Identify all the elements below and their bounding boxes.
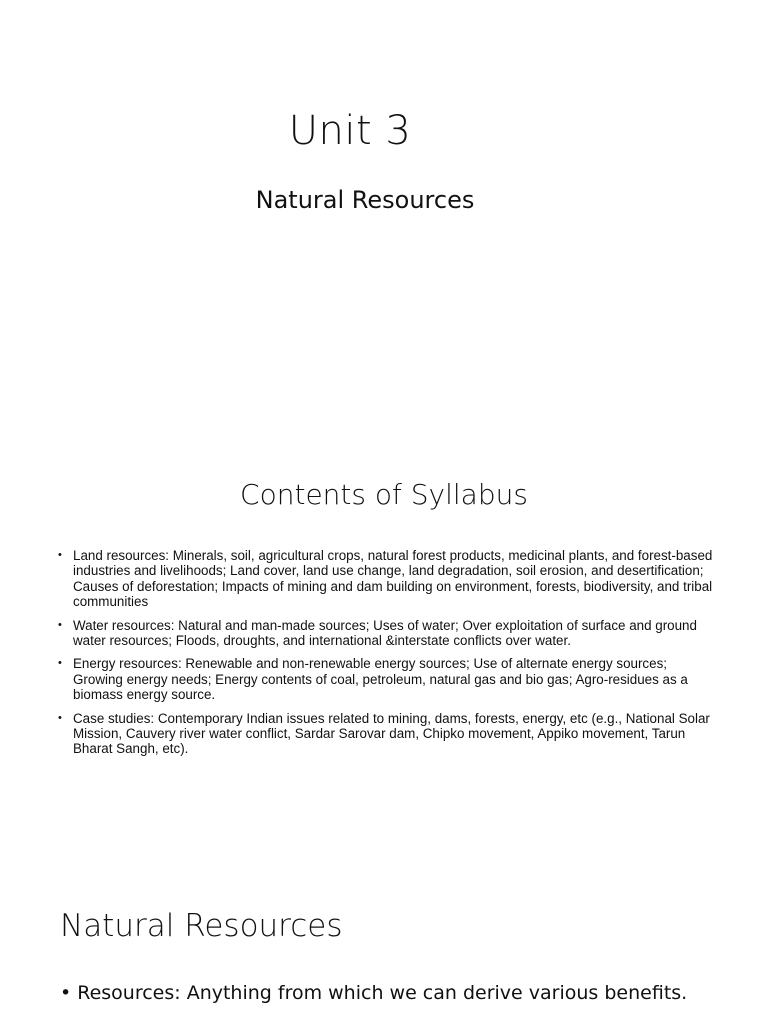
syllabus-title: Contents of Syllabus xyxy=(240,478,528,511)
point-text: Resources: Anything from which we can derive various benefits. xyxy=(77,982,688,1004)
syllabus-item-text: Land resources: Minerals, soil, agricultural crops, natural forest products, medicinal plants, and forest-based industries and livelihoods; Land cover, land use change, land degradation, soil erosion, and desertification; Causes of deforestation; Impacts of mining and dam building on environment, forests, biodiversity, and tribal communities xyxy=(73,548,713,610)
bullet-icon: • xyxy=(60,982,72,1004)
syllabus-item-water xyxy=(58,618,718,649)
unit-title: Unit 3 xyxy=(288,108,412,154)
bullet-icon: • xyxy=(58,618,62,631)
bullet-icon: • xyxy=(58,711,62,724)
syllabus-item-case-studies xyxy=(58,711,718,757)
natural-resources-point xyxy=(60,982,687,1004)
syllabus-item-text: Case studies: Contemporary Indian issues related to mining, dams, forests, energy, etc (e.g., National Solar Mission, Cauvery river water conflict, Sardar Sarovar dam, Chipko movement, Appiko movement, Tarun Bharat Sangh, etc). xyxy=(73,710,710,757)
syllabus-item-text: Water resources: Natural and man-made sources; Uses of water; Over exploitation of surface and ground water resources; Floods, droughts, and international &interstate conflicts over water. xyxy=(73,617,697,649)
syllabus-item-energy xyxy=(58,656,718,702)
bullet-icon: • xyxy=(58,657,62,670)
syllabus-item-text: Energy resources: Renewable and non-renewable energy sources; Use of alternate energy sources; Growing energy needs; Energy contents of coal, petroleum, natural gas and bio gas; Agro-residues as a biomass energy source. xyxy=(73,656,688,703)
unit-subtitle: Natural Resources xyxy=(255,186,475,214)
syllabus-item-land xyxy=(58,548,718,610)
syllabus-list xyxy=(58,548,718,765)
natural-resources-title: Natural Resources xyxy=(60,908,343,944)
bullet-icon: • xyxy=(58,549,62,561)
